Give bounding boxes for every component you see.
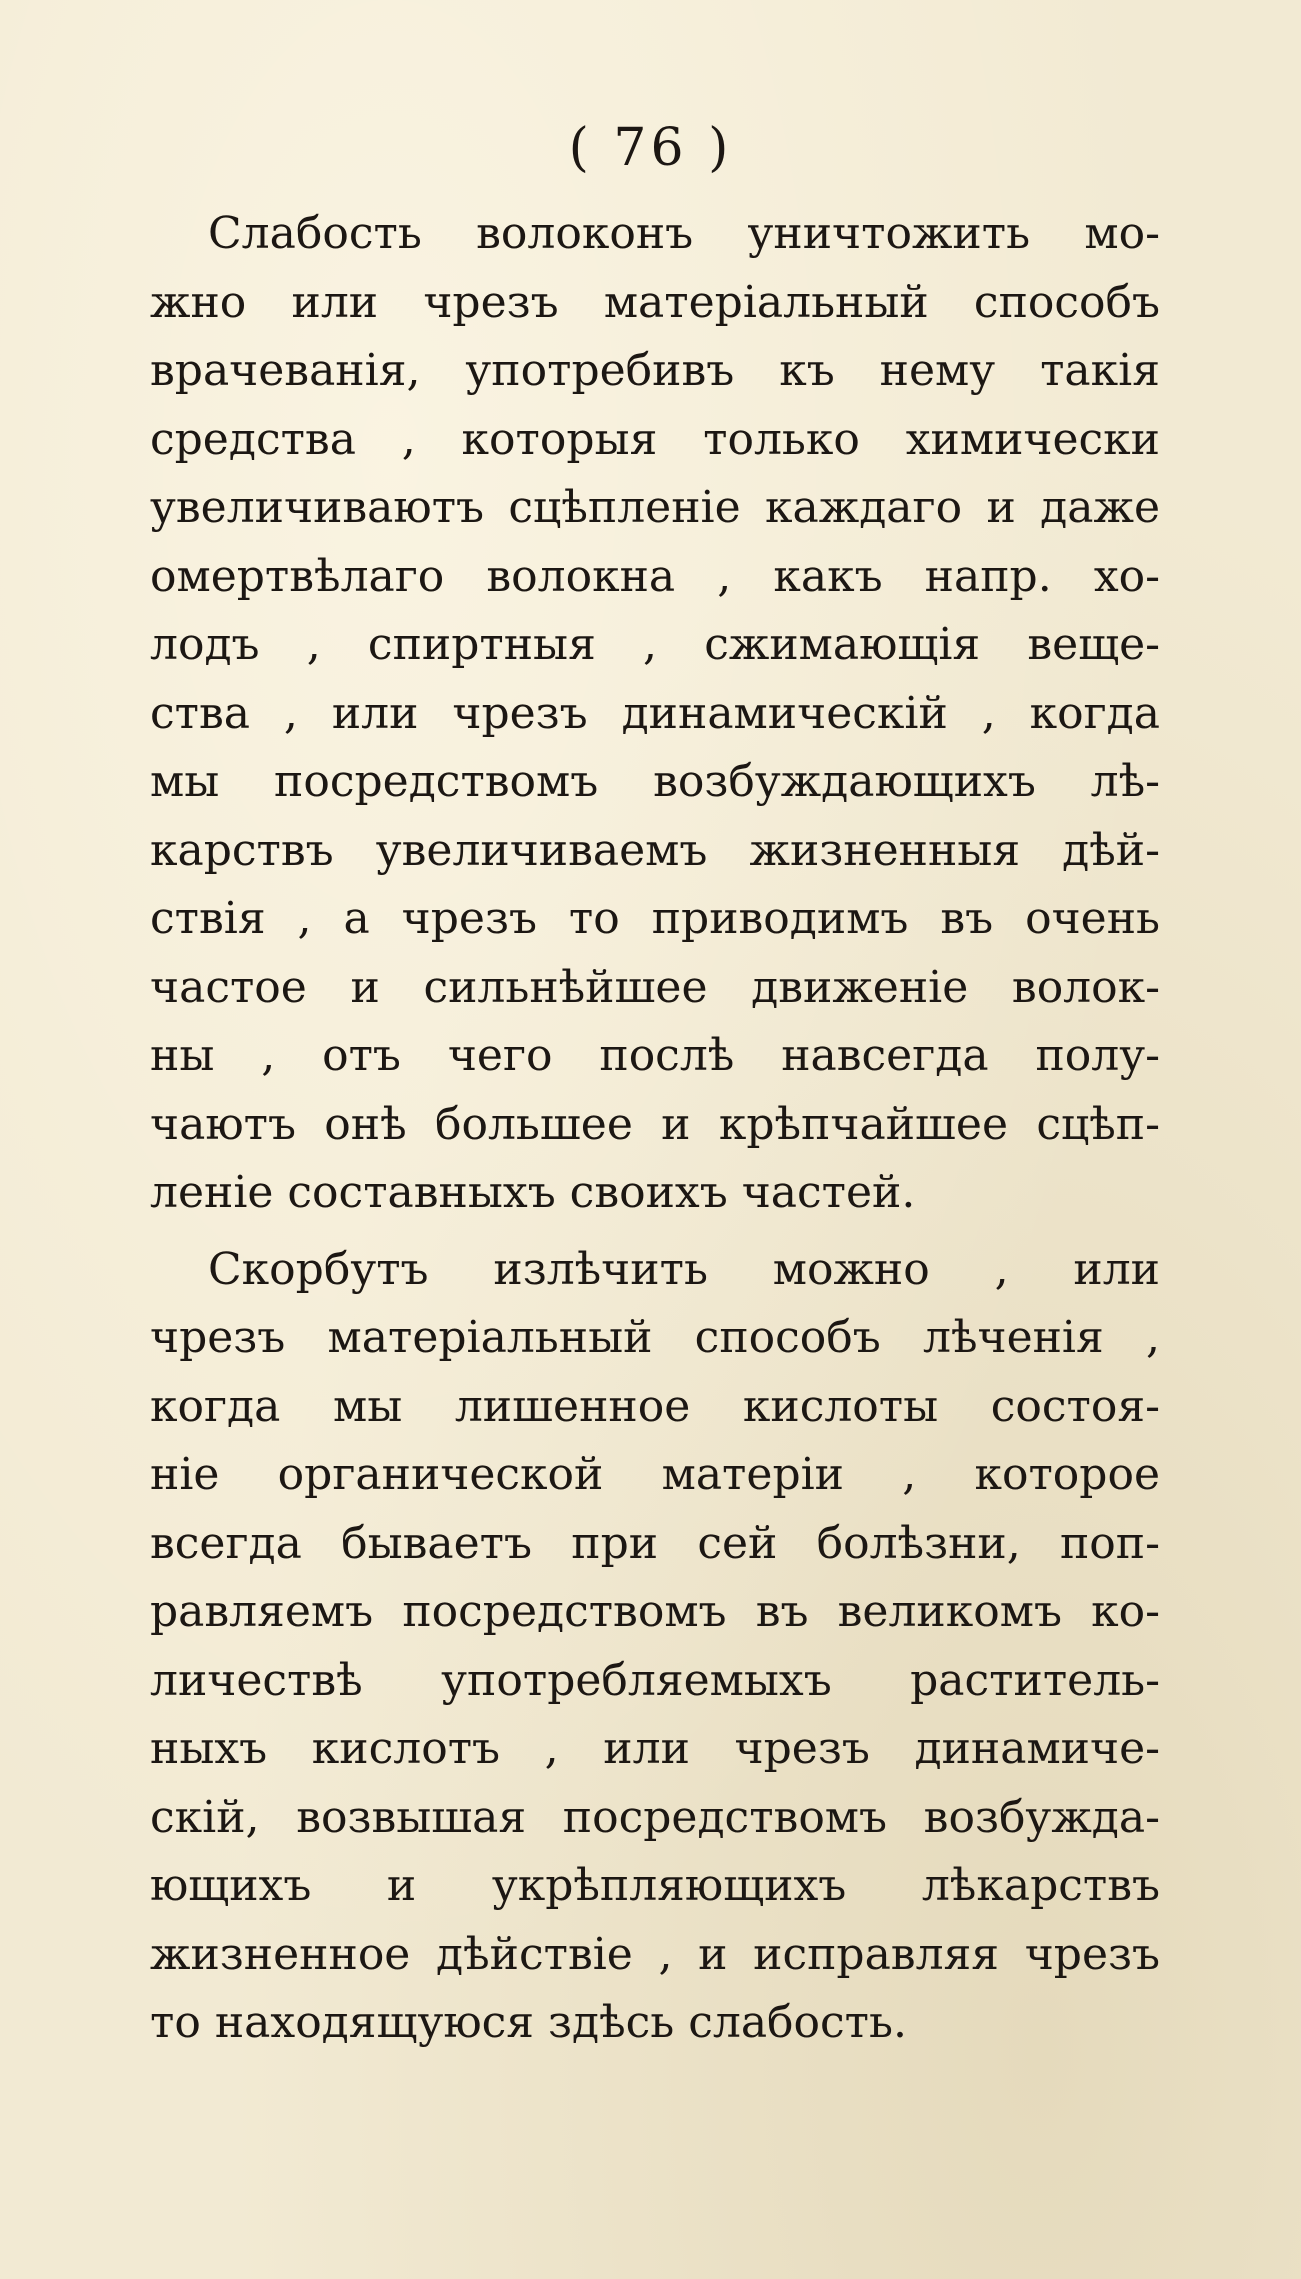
text-line: когда мы лишенное кислоты состоя- [150, 1380, 1160, 1432]
text-line: скій, возвышая посредствомъ возбужда- [150, 1791, 1160, 1843]
text-line: жизненное дѣйствіе , и исправляя чрезъ [150, 1928, 1160, 1980]
text-line: ствія , а чрезъ то приводимъ въ очень [150, 893, 1160, 944]
text-line: всегда бываетъ при сей болѣзни, поп- [150, 1517, 1160, 1569]
text-line: Скорбутъ излѣчить можно , или [208, 1243, 1160, 1295]
text-line: Слабость волоконъ уничтожить мо- [208, 208, 1160, 259]
page-number: ( 76 ) [568, 118, 733, 178]
text-line: равляемъ посредствомъ въ великомъ ко- [150, 1586, 1160, 1637]
text-line: карствъ увеличиваемъ жизненныя дѣй- [150, 824, 1160, 876]
text-line: мы посредствомъ возбуждающихъ лѣ- [150, 756, 1160, 807]
text-line: чаютъ онѣ большее и крѣпчайшее сцѣп- [150, 1098, 1160, 1150]
text-line: увеличиваютъ сцѣпленіе каждаго и даже [150, 482, 1160, 533]
text-line: частое и сильнѣйшее движеніе волок- [150, 961, 1160, 1013]
text-line: средства , которыя только химически [150, 413, 1160, 465]
text-line: омертвѣлаго волокна , какъ напр. хо- [150, 550, 1160, 602]
text-line: ющихъ и укрѣпляющихъ лѣкарствъ [150, 1860, 1160, 1911]
text-line: ны , отъ чего послѣ навсегда полу- [150, 1030, 1160, 1081]
text-line: лодъ , спиртныя , сжимающія веще- [150, 619, 1160, 670]
paragraph [150, 1236, 1160, 2058]
text-line: жно или чрезъ матеріальный способъ [150, 276, 1160, 328]
text-line: ныхъ кислотъ , или чрезъ динамиче- [150, 1723, 1160, 1774]
text-line: то находящуюся здѣсь слабость. [150, 1997, 907, 2048]
text-line: личествѣ употребляемыхъ раститель- [150, 1654, 1160, 1706]
text-line: леніе составныхъ своихъ частей. [150, 1167, 916, 1218]
text-line: чрезъ матеріальный способъ лѣченія , [150, 1312, 1160, 1363]
paragraph-gap [150, 1228, 1160, 1236]
text-line: врачеванія, употребивъ къ нему такія [150, 345, 1160, 396]
paragraph [150, 200, 1160, 1228]
text-line: ства , или чрезъ динамическій , когда [150, 687, 1160, 739]
text-line: ніе органической матеріи , которое [150, 1449, 1160, 1500]
text-body [150, 200, 1160, 2058]
